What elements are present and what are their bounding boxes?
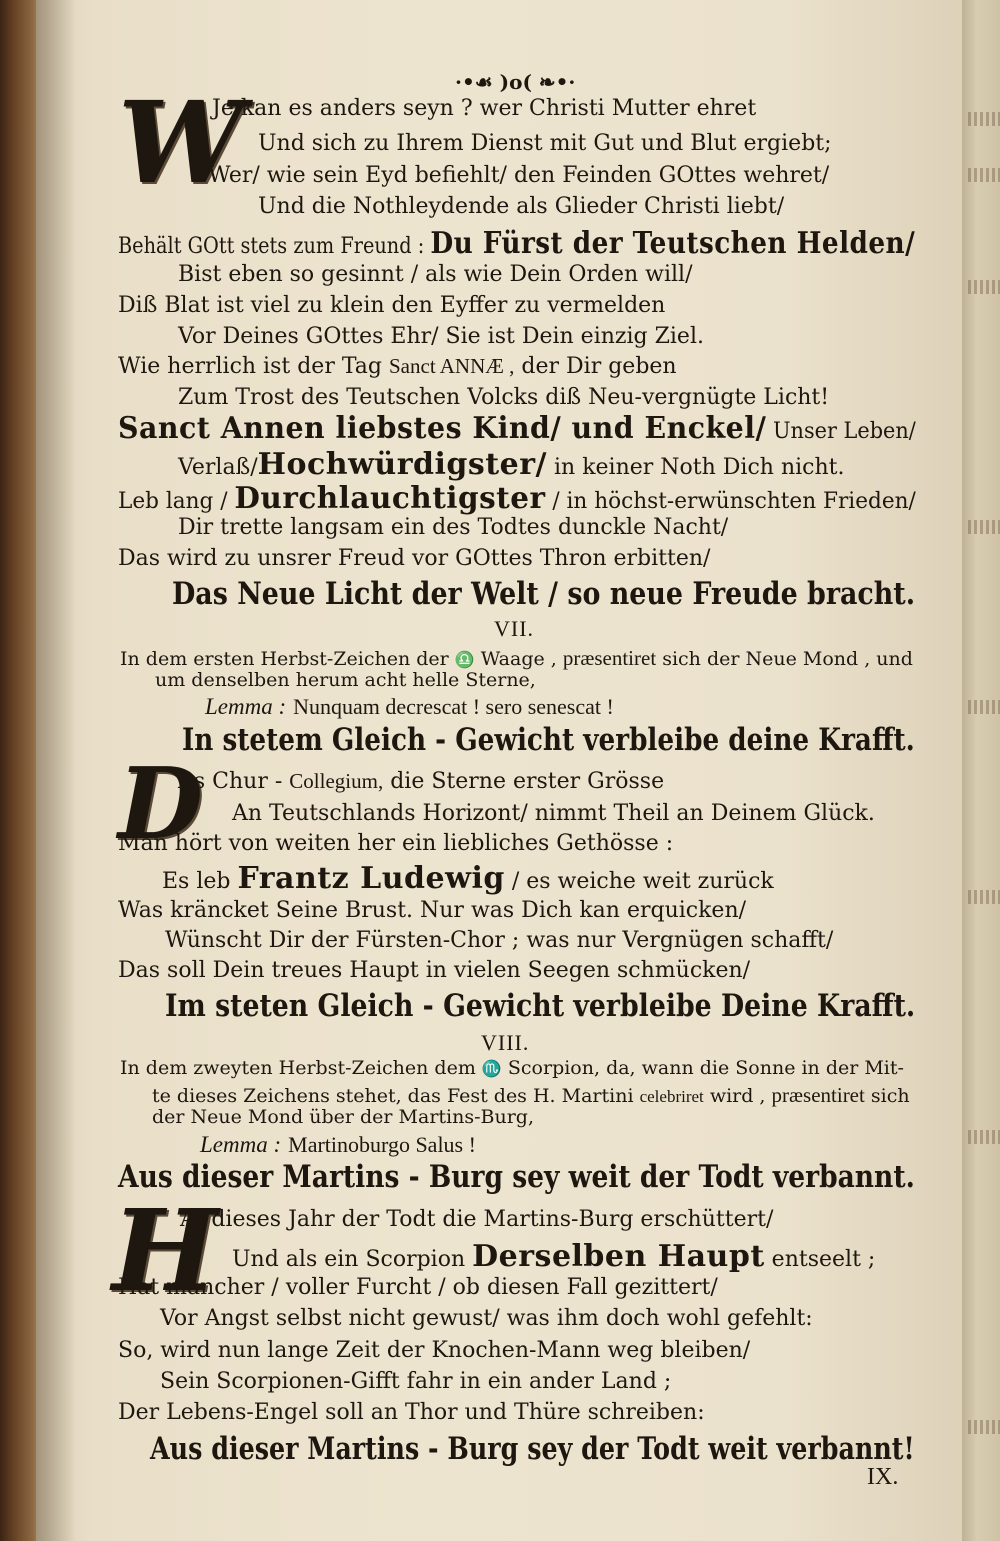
poem-closing-motto: Im steten Gleich - Gewicht verbleibe Deine Krafft.	[165, 988, 916, 1024]
description-part: In dem ersten Herbst-Zeichen der	[120, 648, 449, 670]
poem-line	[162, 862, 774, 897]
lemma-text: Martinoburgo Salus !	[288, 1132, 476, 1157]
section-description: um denselben herum acht helle Sterne,	[155, 669, 536, 691]
section-motto: Aus dieser Martins - Burg sey weit der Todt verbannt.	[118, 1159, 915, 1195]
poem-line: Je kan es anders seyn ? wer Christi Mutter ehret	[212, 96, 757, 121]
section-numeral: VIII.	[481, 1030, 530, 1055]
poem-line: Zum Trost des Teutschen Volcks diß Neu-vergnügte Licht!	[178, 385, 830, 410]
description-part: sich der Neue Mond , und	[662, 648, 913, 670]
poem-line: So, wird nun lange Zeit der Knochen-Mann weg bleiben/	[118, 1338, 751, 1363]
drop-cap-d: D	[118, 747, 203, 862]
poem-line-part: Unser Leben/	[772, 419, 916, 444]
poem-line-part: die Sterne erster Grösse	[390, 769, 665, 794]
poem-line-emphasis: Derselben Haupt	[472, 1239, 765, 1274]
poem-line-emphasis: Durchlauchtigster	[234, 481, 546, 516]
poem-line	[178, 769, 664, 794]
poem-line-emphasis: Du Fürst der Teutschen Helden/	[430, 226, 916, 261]
poem-line: Wünscht Dir der Fürsten-Chor ; was nur Vergnügen schafft/	[165, 928, 834, 953]
adjacent-page-text	[968, 520, 1000, 534]
lemma-label: Lemma :	[205, 694, 287, 719]
header-ornament: ·•☙ )o( ❧•·	[455, 70, 576, 94]
poem-line: Der Lebens-Engel soll an Thor und Thüre schreiben:	[118, 1400, 705, 1425]
libra-icon: ♎	[454, 650, 475, 669]
lemma	[200, 1132, 476, 1158]
adjacent-page-text	[968, 112, 1000, 126]
catchword: IX.	[867, 1464, 899, 1490]
description-part: te dieses Zeichens stehet, das Fest des H.	[152, 1085, 556, 1107]
scorpio-icon: ♏	[481, 1059, 502, 1078]
poem-line: Bist eben so gesinnt / als wie Dein Orden will/	[178, 262, 693, 287]
poem-line: Was kräncket Seine Brust. Nur was Dich kan erquicken/	[118, 898, 747, 923]
poem-line	[118, 482, 916, 517]
poem-closing-motto: Aus dieser Martins - Burg sey der Todt weit verbannt!	[150, 1431, 915, 1467]
adjacent-page-text	[968, 1420, 1000, 1434]
poem-line: Vor Deines GOttes Ehr/ Sie ist Dein einzig Ziel.	[178, 324, 704, 349]
poem-line: At dieses Jahr der Todt die Martins-Burg erschüttert/	[180, 1207, 774, 1232]
poem-line	[178, 448, 844, 483]
poem-line	[232, 1240, 875, 1275]
description-latin: celebriret	[639, 1087, 704, 1106]
poem-line: Und sich zu Ihrem Dienst mit Gut und Blut ergiebt;	[258, 131, 832, 156]
poem-line	[118, 227, 915, 262]
poem-line: Diß Blat ist viel zu klein den Eyffer zu vermelden	[118, 293, 666, 318]
poem-line-part: Behält GOtt stets zum Freund :	[118, 234, 425, 259]
drop-cap-h: H	[112, 1186, 218, 1317]
poem-line-part: / es weiche weit zurück	[511, 869, 774, 894]
lemma-label: Lemma :	[200, 1132, 282, 1157]
description-part: In dem zweyten Herbst-Zeichen dem	[120, 1057, 476, 1079]
description-part: sich	[870, 1085, 910, 1107]
poem-line-part: entseelt ;	[771, 1247, 876, 1272]
poem-line: An Teutschlands Horizont/ nimmt Theil an Deinem Glück.	[232, 801, 875, 826]
description-latin: præsentiret	[771, 1083, 865, 1107]
poem-line-part: / in höchst-erwünschten Frieden/	[552, 489, 916, 514]
adjacent-page-text	[968, 1130, 1000, 1144]
poem-line: Wer/ wie sein Eyd befiehlt/ den Feinden GOttes wehret/	[208, 163, 830, 188]
adjacent-page-text	[968, 280, 1000, 294]
gutter-shadow	[36, 0, 76, 1541]
description-part: wird ,	[709, 1085, 766, 1107]
description-part: Martini	[561, 1085, 634, 1107]
poem-line-emphasis: Frantz Ludewig	[237, 861, 505, 896]
poem-line	[118, 412, 916, 447]
poem-line: Das wird zu unsrer Freud vor GOttes Thron erbitten/	[118, 546, 711, 571]
adjacent-page-text	[968, 700, 1000, 714]
description-part: Scorpion, da, wann die Sonne in der Mit-	[507, 1057, 904, 1079]
section-description	[120, 646, 913, 671]
poem-line-part: Leb lang /	[118, 489, 228, 514]
poem-line-part: As Chur -	[178, 769, 283, 794]
poem-line: Dir trette langsam ein des Todtes dunckle Nacht/	[178, 515, 729, 540]
adjacent-page-edge	[962, 0, 1000, 1541]
poem-line-part: in keiner Noth Dich nicht.	[554, 455, 845, 480]
poem-closing-motto: Das Neue Licht der Welt / so neue Freude bracht.	[172, 576, 916, 612]
poem-line-part: Verlaß/	[178, 455, 258, 480]
section-numeral: VII.	[494, 616, 535, 641]
lemma-text: Nunquam decrescat ! sero senescat !	[293, 694, 614, 719]
poem-line	[118, 354, 677, 379]
section-description	[120, 1058, 904, 1080]
section-description: der Neue Mond über der Martins-Burg,	[152, 1106, 535, 1128]
poem-line-emphasis: Hochwürdigster/	[257, 447, 547, 482]
section-description	[152, 1083, 910, 1108]
poem-line-latin: Collegium,	[289, 769, 384, 793]
poem-line: Und die Nothleydende als Glieder Christi liebt/	[258, 194, 785, 219]
poem-line: Das soll Dein treues Haupt in vielen Seegen schmücken/	[118, 958, 751, 983]
poem-line: Hat mancher / voller Furcht / ob diesen Fall gezittert/	[118, 1275, 718, 1300]
lemma	[205, 694, 614, 720]
poem-line: Man hört von weiten her ein liebliches Gethösse :	[118, 831, 674, 856]
poem-line-latin: Sanct ANNÆ ,	[389, 354, 515, 378]
poem-line-part: Wie herrlich ist der Tag	[118, 354, 382, 379]
poem-line-emphasis: Sanct Annen liebstes Kind/ und Enckel/	[118, 411, 767, 446]
poem-line-part: Es leb	[162, 869, 231, 894]
poem-line: Sein Scorpionen-Gifft fahr in ein ander Land ;	[160, 1369, 672, 1394]
poem-line: Vor Angst selbst nicht gewust/ was ihm doch wohl gefehlt:	[160, 1306, 813, 1331]
section-motto: In stetem Gleich - Gewicht verbleibe deine Krafft.	[182, 722, 915, 758]
adjacent-page-text	[968, 168, 1000, 182]
poem-line-part: Und als ein Scorpion	[232, 1247, 466, 1272]
description-part: Waage ,	[480, 648, 557, 670]
adjacent-page-text	[968, 890, 1000, 904]
description-latin: præsentiret	[562, 646, 657, 670]
poem-line-part: der Dir geben	[521, 354, 677, 379]
drop-cap-w: W	[118, 78, 244, 209]
